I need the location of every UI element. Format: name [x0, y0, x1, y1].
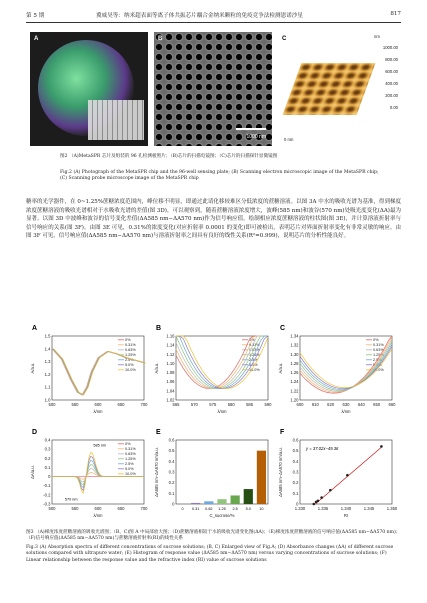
legend-entry: 10.0% — [249, 368, 260, 372]
y-tick-label: 0.3 — [168, 469, 175, 475]
x-tick-label: 630 — [342, 402, 350, 407]
x-axis-label: RI — [343, 513, 349, 518]
legend-entry: 0% — [373, 338, 379, 342]
afm-axis-labels — [383, 42, 398, 114]
x-tick-label: 1.335 — [317, 506, 329, 511]
panel-label: B — [156, 325, 162, 332]
legend-entry: 0% — [249, 338, 255, 342]
x-tick-label: 600 — [94, 506, 102, 511]
y-tick-label: 1.22 — [290, 388, 299, 394]
bar — [231, 495, 240, 504]
legend-entry: 5.0% — [373, 363, 382, 367]
data-point — [313, 503, 316, 506]
figure-2-caption-cn: 图2 （A)MetaSPR 芯片及组装的 96 孔检测板照片；（B)芯片的扫描电镜图；（C)芯片的扫描探针显微镜图 — [60, 154, 278, 159]
x-tick-label: 650 — [373, 402, 381, 407]
y-axis-label: A/a.u. — [154, 362, 159, 374]
y-axis-label: ΔA/a.u. — [30, 465, 35, 479]
y-tick-label: 1.30 — [290, 351, 299, 357]
annotation-trough: 570 nm — [64, 497, 78, 502]
data-point — [380, 445, 383, 448]
y-tick-label: 0.6 — [292, 437, 299, 443]
legend-entry: 2.5% — [249, 358, 258, 362]
y-tick-label: 0 — [172, 501, 175, 507]
y-tick-label: 1.3 — [44, 359, 51, 365]
y-tick-label: 1.34 — [290, 333, 299, 339]
panel-label: A — [32, 325, 38, 332]
x-axis-label: λ/nm — [341, 409, 351, 414]
y-tick-label: 1.32 — [290, 342, 299, 348]
scale-bar — [236, 128, 266, 130]
data-point — [320, 496, 323, 499]
y-tick-label: 1.14 — [166, 342, 175, 348]
legend-entry: 5.0% — [125, 363, 134, 367]
x-tick-label: 590 — [264, 402, 272, 407]
y-tick-label: 0 — [296, 501, 299, 507]
x-tick-label: 2.5 — [232, 507, 238, 511]
x-axis-label: λ/nm — [93, 513, 103, 518]
afm-tick: 1000.00 — [382, 45, 398, 50]
chart-b — [154, 322, 272, 418]
x-axis-label: λ/nm — [93, 409, 103, 414]
article-title: 冀威昊等：纳米超表面等离子体共振芯片耦合金纳米颗粒的免疫竞争法检测恩诺沙星 — [96, 13, 303, 19]
legend-entry: 0.63% — [125, 348, 136, 352]
y-axis-label: A/a.u. — [30, 362, 35, 374]
legend-entry: 10.0% — [373, 368, 384, 372]
y-tick-label: 0.1 — [168, 490, 175, 496]
y-tick-label: 0.6 — [168, 437, 175, 443]
y-tick-label: 1.20 — [290, 397, 299, 403]
y-tick-label: 0.2 — [168, 480, 175, 486]
y-tick-label: 0.1 — [292, 490, 299, 496]
chart-a — [30, 322, 148, 418]
y-axis-label: A/a.u. — [278, 362, 283, 374]
y-tick-label: 1.16 — [166, 333, 175, 339]
legend-entry: 2.5% — [373, 358, 382, 362]
x-axis-label: λ/nm — [217, 409, 227, 414]
afm-tick: 600.00 — [385, 69, 398, 74]
legend-entry: 0.31% — [249, 343, 260, 347]
legend-entry: 2.5% — [125, 462, 134, 466]
y-tick-label: -0.3 — [43, 501, 51, 507]
annotation-peak: 585 nm — [93, 443, 107, 448]
afm-tick: 0.00 — [389, 105, 398, 110]
y-tick-label: 1.28 — [290, 360, 299, 366]
y-tick-label: 1.5 — [44, 333, 51, 339]
x-tick-label: 10 — [259, 507, 264, 511]
afm-tick: 400.00 — [385, 81, 398, 86]
x-tick-label: 1.330 — [294, 506, 306, 511]
y-tick-label: 1.02 — [166, 397, 175, 403]
legend-entry: 0.31% — [125, 447, 136, 451]
x-tick-label: 550 — [71, 402, 79, 407]
sensing-plate-image — [88, 100, 144, 140]
figure-3-caption-en: Fig.3 (A) Absorption spectra of different concentrations of sucrose solutions; (B, C) Enlarged view of Fig.A; (D) Absorbance changes (ΔA) of different sucrose solutions compared with ultrapure water; (E) Histogram of response value (ΔA585 nm−ΔA570 nm) versus varying concentrations of sucrose solutions; (F) Linear relationship between the response value and the refractive index (RI) value of sucrose solutions — [26, 544, 394, 563]
legend-entry: 0.31% — [373, 343, 384, 347]
x-axis-label: C_sucrose/% — [209, 513, 235, 518]
issue-number: 第 5 期 — [26, 13, 45, 19]
legend-entry: 0.31% — [125, 343, 136, 347]
x-tick-label: 550 — [71, 506, 79, 511]
panel-label: D — [32, 429, 38, 436]
y-tick-label: 0.2 — [44, 455, 51, 461]
panel-label: E — [156, 429, 161, 436]
panel-label-a: A — [34, 36, 39, 42]
bar — [244, 489, 253, 504]
y-tick-label: 1.08 — [166, 370, 175, 376]
x-tick-label: 500 — [48, 402, 56, 407]
y-tick-label: 0.4 — [44, 437, 51, 443]
afm-surface — [283, 63, 376, 115]
afm-unit-label: nm — [374, 34, 380, 39]
x-tick-label: 0.31 — [192, 507, 200, 511]
x-tick-label: 700 — [140, 506, 148, 511]
x-tick-label: 640 — [357, 402, 365, 407]
y-tick-label: 1.10 — [166, 360, 175, 366]
y-tick-label: 1.06 — [166, 379, 175, 385]
y-axis-label: ΔA585 nm−ΔA570 nm/a.u. — [154, 447, 159, 497]
y-tick-label: -0.2 — [43, 492, 51, 498]
bar — [191, 503, 200, 504]
figure-2-caption-en: Fig.2 (A) Photograph of the MetaSPR chip and the 96-well sensing plate; (B) Scanning electron microscopic image of the MetaSPR chip; (C) Scanning probe microscope image of the MetaSPR chip — [60, 170, 379, 182]
legend-entry: 1.25% — [249, 353, 260, 357]
y-tick-label: 1.0 — [44, 397, 51, 403]
y-tick-label: -0.1 — [43, 483, 51, 489]
x-tick-label: 1.25 — [218, 507, 226, 511]
x-tick-label: 650 — [117, 402, 125, 407]
figure-3-caption-cn: 图3 （A)梯度浓度蔗糖溶液的吸收光谱图；（B、C)图 A 中局部放大图；（D)蔗糖溶液相较于水的吸收光谱变化图(ΔA)；（E)梯度浓度蔗糖溶液的信号响应值(ΔA585 nm−ΔA570 nm)；（F)信号响应值(ΔA585 nm−ΔA570 nm)与蔗糖溶液折射率(RI)的线性关系 — [26, 530, 401, 542]
panel-label: C — [280, 325, 286, 332]
chart-c — [278, 322, 396, 418]
y-tick-label: 1.26 — [290, 370, 299, 376]
fit-equation: y = 37.02x−49.36 — [306, 446, 339, 451]
data-point — [329, 489, 332, 492]
legend-entry: 10.0% — [125, 368, 136, 372]
x-tick-label: 565 — [172, 402, 180, 407]
x-tick-label: 700 — [140, 402, 148, 407]
legend-entry: 1.25% — [125, 353, 136, 357]
legend-entry: 10.0% — [125, 472, 136, 476]
bar — [217, 499, 226, 504]
panel-label-b: B — [158, 36, 163, 42]
legend-entry: 1.25% — [373, 353, 384, 357]
afm-tick: 800.00 — [385, 57, 398, 62]
x-tick-label: 1.350 — [386, 506, 398, 511]
y-tick-label: 0.2 — [292, 480, 299, 486]
x-tick-label: 570 — [190, 402, 198, 407]
x-tick-label: 5.0 — [245, 507, 251, 511]
x-tick-label: 575 — [209, 402, 217, 407]
legend-entry: 0% — [125, 442, 131, 446]
x-tick-label: 1.340 — [340, 506, 352, 511]
afm-tick: 200.00 — [385, 93, 398, 98]
chart-f — [278, 426, 396, 522]
legend-entry: 1.25% — [125, 457, 136, 461]
sem-image — [154, 32, 272, 146]
y-tick-label: 0.4 — [168, 458, 175, 464]
data-point — [346, 474, 349, 477]
scale-bar-label: 1000 nm — [246, 134, 266, 140]
y-axis-label: ΔA585 nm−ΔA570 nm/a.u. — [278, 447, 283, 497]
panel-label: F — [280, 429, 285, 436]
y-tick-label: 1.04 — [166, 388, 175, 394]
y-tick-label: 0.1 — [44, 464, 51, 470]
x-tick-label: 620 — [327, 402, 335, 407]
x-tick-label: 500 — [48, 506, 56, 511]
legend-entry: 0.63% — [125, 452, 136, 456]
y-tick-label: 1.1 — [44, 384, 51, 390]
chart-d — [30, 426, 148, 522]
y-tick-label: 0 — [48, 474, 51, 480]
x-tick-label: 1.345 — [363, 506, 375, 511]
x-tick-label: 610 — [311, 402, 319, 407]
x-tick-label: 0 — [181, 507, 184, 511]
x-tick-label: 660 — [388, 402, 396, 407]
page-number: 817 — [390, 11, 401, 17]
y-tick-label: 0.5 — [168, 448, 175, 454]
figure-3 — [26, 322, 401, 527]
x-tick-label: 600 — [296, 402, 304, 407]
plot-frame — [176, 440, 268, 504]
y-tick-label: 1.2 — [44, 371, 51, 377]
bar — [204, 501, 213, 504]
y-tick-label: 0.3 — [44, 446, 51, 452]
y-tick-label: 1.4 — [44, 346, 51, 352]
figure-3-caption — [26, 530, 401, 564]
afm-image — [278, 32, 400, 146]
x-tick-label: 580 — [227, 402, 235, 407]
panel-label-c: C — [282, 36, 287, 42]
y-tick-label: 0.3 — [292, 469, 299, 475]
y-tick-label: 1.24 — [290, 379, 299, 385]
legend-entry: 5.0% — [125, 467, 134, 471]
chart-e — [154, 426, 272, 522]
x-tick-label: 0.62 — [205, 507, 213, 511]
y-tick-label: 1.12 — [166, 351, 175, 357]
running-header — [26, 8, 401, 23]
legend-entry: 2.5% — [125, 358, 134, 362]
y-tick-label: 0.4 — [292, 458, 299, 464]
chip-photo — [30, 32, 148, 146]
legend-entry: 5.0% — [249, 363, 258, 367]
afm-origin-label: 0 nm — [284, 137, 294, 142]
bar — [257, 451, 266, 504]
x-tick-label: 585 — [246, 402, 254, 407]
x-tick-label: 600 — [94, 402, 102, 407]
data-point — [317, 500, 320, 503]
legend-entry: 0.63% — [373, 348, 384, 352]
legend-entry: 0% — [125, 338, 131, 342]
body-paragraph: 糖率的光学器件，在 0~1.25%蔗糖浓度范围内，峰位移不明显，即通过此请化移较难区分低浓度的蔗糖溶液。以图 3A 中水的吸收光谱为基准，得到梯度浓度蔗糖溶液的吸收光谱相对于水吸收光谱的差值(图 3D)，可以观察到，随着蔗糖溶液浓度增大，波峰(585 nm)和波谷(570 nm)处吸光度变化(ΔA)最为显著。以图 3D 中波峰和波谷的信号变化差值(ΔA585 nm−ΔA570 nm)作为信号响应值，绘制相应浓度蔗糖溶液的柱状图(图 3E)，并计算溶液折射率与信号响应的关系(图 3F)。由图 3E 可见，0.31%的浓度变化(对应折射率 0.0001 的变化)即可被检出，表明芯片对界面折射率变化有非常灵敏的响应。由图 3F 可见，信号响应值(ΔA585 nm−ΔA570 nm)与溶液折射率之间具有良好的线性关系(R²=0.999)，说明芯片的分析性能良好。 — [26, 199, 401, 240]
legend-entry: 0.63% — [249, 348, 260, 352]
y-tick-label: 0.5 — [292, 448, 299, 454]
figure-2 — [26, 32, 401, 148]
x-tick-label: 650 — [117, 506, 125, 511]
